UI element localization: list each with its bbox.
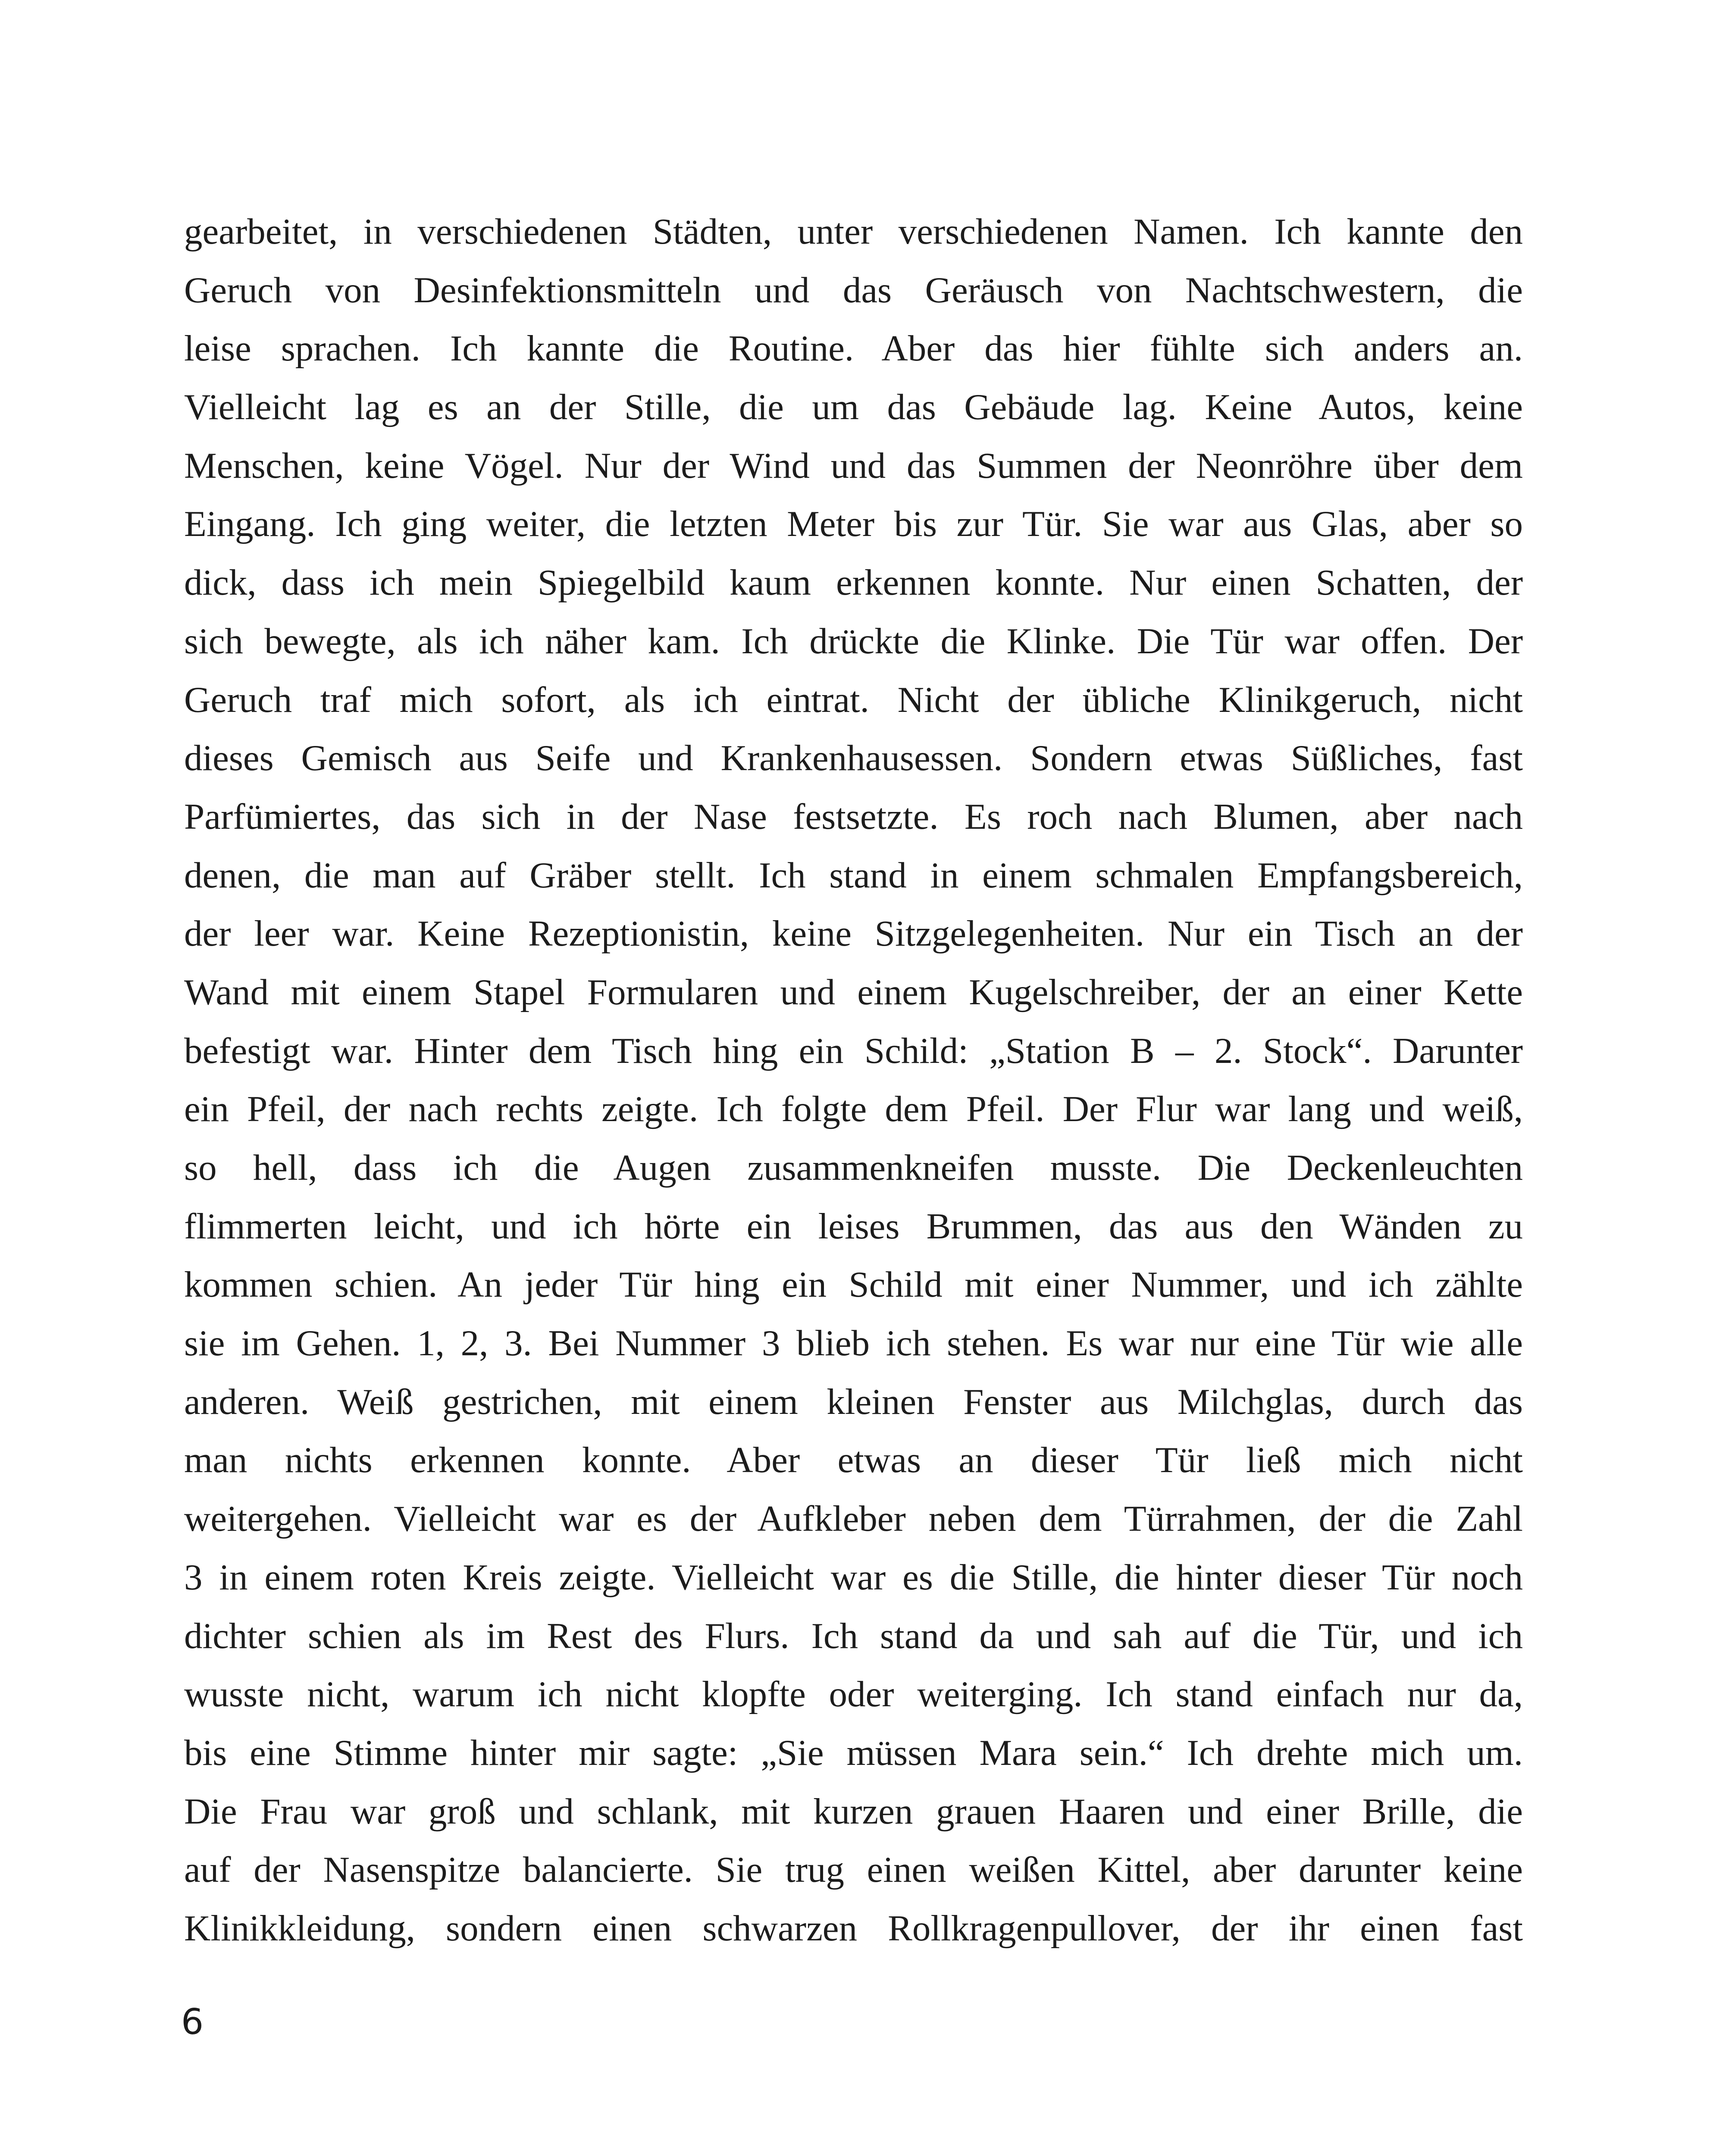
text-line: bis eine Stimme hinter mir sagte: „Sie müssen Mara sein.“ Ich drehte mich um. [184, 1732, 1523, 1773]
text-line: Menschen, keine Vögel. Nur der Wind und das Summen der Neonröhre über dem [184, 445, 1523, 486]
text-line: 3 in einem roten Kreis zeigte. Vielleicht war es die Stille, die hinter dieser Tür noch [184, 1557, 1523, 1598]
text-line: Wand mit einem Stapel Formularen und einem Kugelschreiber, der an einer Kette [184, 971, 1523, 1012]
text-line: sich bewegte, als ich näher kam. Ich drückte die Klinke. Die Tür war offen. Der [184, 620, 1523, 661]
text-line: Klinikkleidung, sondern einen schwarzen Rollkragenpullover, der ihr einen fast [184, 1908, 1523, 1949]
text-line: der leer war. Keine Rezeptionistin, keine Sitzgelegenheiten. Nur ein Tisch an der [184, 913, 1523, 954]
text-line: anderen. Weiß gestrichen, mit einem kleinen Fenster aus Milchglas, durch das [184, 1381, 1523, 1422]
text-line: sie im Gehen. 1, 2, 3. Bei Nummer 3 blieb ich stehen. Es war nur eine Tür wie alle [184, 1323, 1523, 1364]
body-text [184, 203, 1523, 1958]
text-line: auf der Nasenspitze balancierte. Sie trug einen weißen Kittel, aber darunter keine [184, 1849, 1523, 1890]
text-line: weitergehen. Vielleicht war es der Aufkleber neben dem Türrahmen, der die Zahl [184, 1498, 1523, 1539]
text-line: gearbeitet, in verschiedenen Städten, unter verschiedenen Namen. Ich kannte den [184, 211, 1523, 252]
text-line: kommen schien. An jeder Tür hing ein Schild mit einer Nummer, und ich zählte [184, 1264, 1523, 1305]
text-line: dieses Gemisch aus Seife und Krankenhausessen. Sondern etwas Süßliches, fast [184, 738, 1523, 779]
text-line: dick, dass ich mein Spiegelbild kaum erkennen konnte. Nur einen Schatten, der [184, 562, 1523, 603]
text-line: dichter schien als im Rest des Flurs. Ich stand da und sah auf die Tür, und ich [184, 1615, 1523, 1656]
text-line: so hell, dass ich die Augen zusammenkneifen musste. Die Deckenleuchten [184, 1147, 1523, 1188]
text-line: leise sprachen. Ich kannte die Routine. Aber das hier fühlte sich anders an. [184, 328, 1523, 369]
text-line: denen, die man auf Gräber stellt. Ich stand in einem schmalen Empfangsbereich, [184, 855, 1523, 896]
text-line: Parfümiertes, das sich in der Nase festsetzte. Es roch nach Blumen, aber nach [184, 796, 1523, 837]
text-line: befestigt war. Hinter dem Tisch hing ein Schild: „Station B – 2. Stock“. Darunter [184, 1030, 1523, 1071]
text-line: Geruch von Desinfektionsmitteln und das Geräusch von Nachtschwestern, die [184, 270, 1523, 310]
text-line: flimmerten leicht, und ich hörte ein leises Brummen, das aus den Wänden zu [184, 1206, 1523, 1247]
text-line: Eingang. Ich ging weiter, die letzten Meter bis zur Tür. Sie war aus Glas, aber so [184, 504, 1523, 545]
text-line: man nichts erkennen konnte. Aber etwas an dieser Tür ließ mich nicht [184, 1440, 1523, 1481]
text-line: ein Pfeil, der nach rechts zeigte. Ich folgte dem Pfeil. Der Flur war lang und weiß, [184, 1089, 1523, 1130]
page-number: 6 [181, 2002, 204, 2043]
text-line: Geruch traf mich sofort, als ich eintrat. Nicht der übliche Klinikgeruch, nicht [184, 679, 1523, 720]
text-line: Vielleicht lag es an der Stille, die um das Gebäude lag. Keine Autos, keine [184, 387, 1523, 428]
text-line: wusste nicht, warum ich nicht klopfte oder weiterging. Ich stand einfach nur da, [184, 1674, 1523, 1715]
text-line: Die Frau war groß und schlank, mit kurzen grauen Haaren und einer Brille, die [184, 1791, 1523, 1832]
